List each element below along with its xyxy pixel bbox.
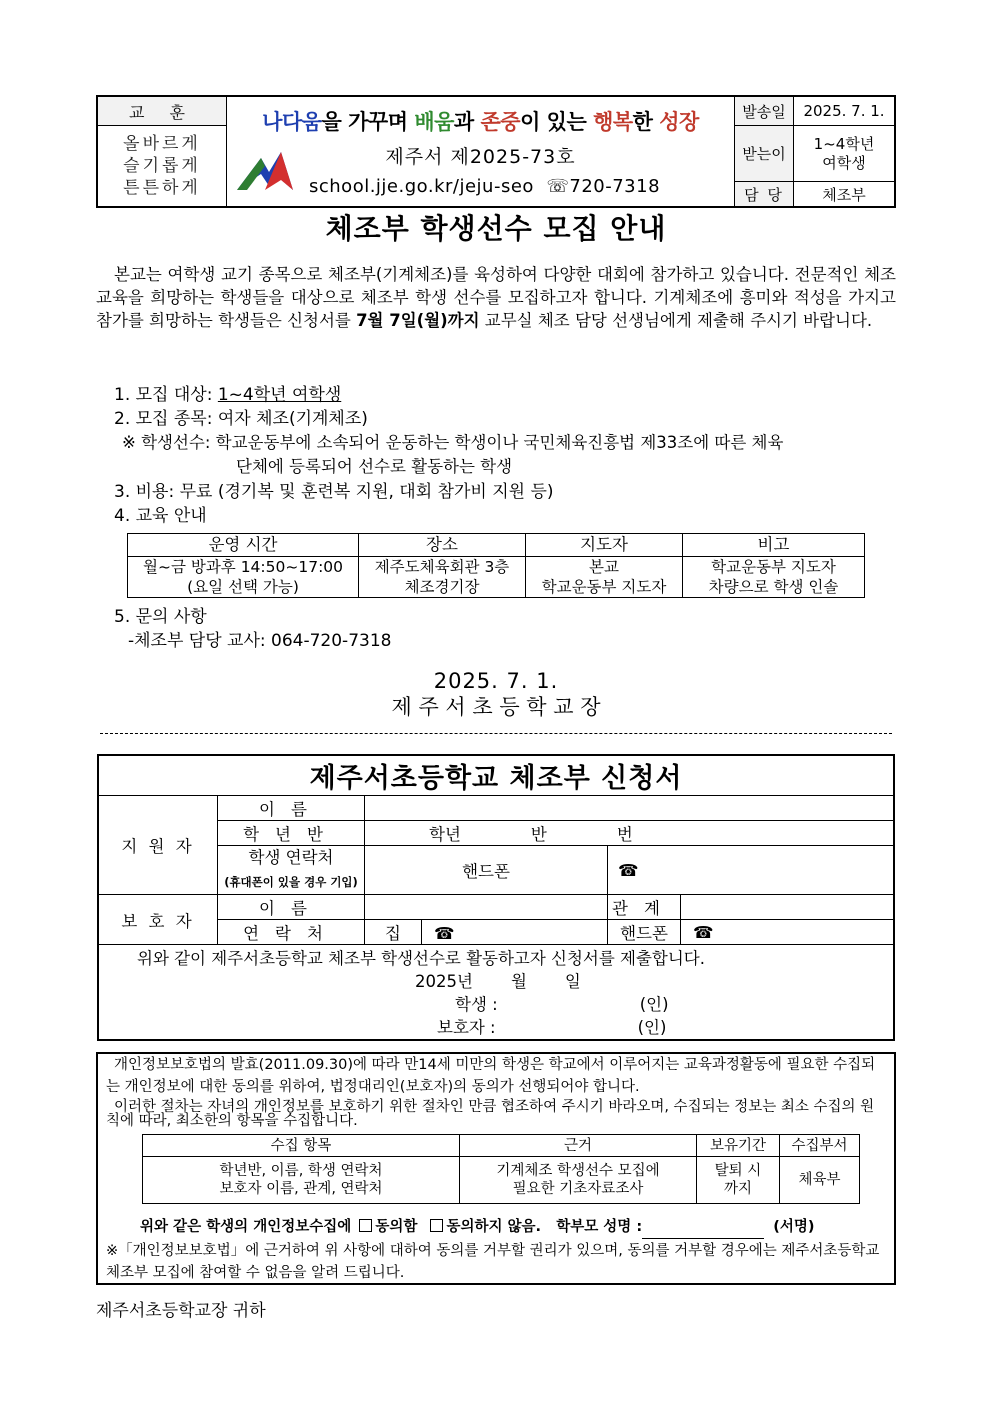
edu-header: 지도자 (526, 534, 683, 557)
privacy-header: 수집부서 (780, 1135, 860, 1157)
privacy-cell-basis: 기계체조 학생선수 모집에 필요한 기초자료조사 (460, 1157, 697, 1204)
edu-header: 운영 시간 (128, 534, 359, 557)
page-title: 체조부 학생선수 모집 안내 (325, 212, 667, 245)
note-student-athlete: ※ 학생선수: 학교운동부에 소속되어 운동하는 학생이나 국민체육진흥법 제33조에 따른 체육 (122, 433, 784, 452)
privacy-header: 보유기간 (697, 1135, 780, 1157)
school-phone: ☏720-7318 (546, 176, 661, 197)
guardian-cellphone-field[interactable] (681, 920, 895, 945)
school-contact (309, 176, 660, 197)
edu-header: 장소 (359, 534, 526, 557)
item-education: 4. 교육 안내 (114, 506, 207, 526)
inquiry-contact: -체조부 담당 교사: 064-720-7318 (128, 631, 392, 651)
student-sign-line[interactable]: 학생 : (인) (455, 995, 669, 1014)
privacy-note: ※「개인정보보호법」에 근거하여 위 사항에 대하여 동의를 거부할 권리가 있으며, 동의를 거부할 경우에는 제주서초등학교 체조부 모집에 참여할 수 없음을 알려 드립니다. (106, 1243, 880, 1281)
motto-lines: 올바르게 슬기롭게 튼튼하게 (97, 126, 227, 208)
item-cost: 3. 비용: 무료 (경기복 및 훈련복 지원, 대회 참가비 지원 등) (114, 482, 554, 502)
principal-signature: 제 주 서 초 등 학 교 장 (391, 695, 601, 719)
applicant-name-label: 이름 (218, 796, 365, 821)
document-number: 제주서 제2025-73호 (385, 146, 576, 168)
school-slogan: 나다움을 가꾸며 배움과 존중이 있는 행복한 성장 (262, 110, 699, 134)
agree-checkbox[interactable] (359, 1219, 372, 1232)
school-website: school.jje.go.kr/jeju-seo (309, 176, 534, 197)
guardian-cellphone-label: 핸드폰 (608, 920, 681, 945)
privacy-cell-retention: 탈퇴 시 까지 (697, 1157, 780, 1204)
guardian-home-phone[interactable]: 집 ☎ (365, 920, 608, 945)
privacy-paragraph-1: 개인정보보호법의 발효(2011.09.30)에 따라 만14세 미만의 학생은 학교에서 이루어지는 교육과정활동에 필요한 수집되는 개인정보에 대한 동의를 위하여, 법정대리인(보호자)의 동의가 선행되어야 합니다. (106, 1057, 876, 1095)
student-cellphone-field[interactable] (608, 846, 895, 895)
consent-line: 위와 같은 학생의 개인정보수집에 동의함 동의하지 않음. 학부모 성명 : (서명) (140, 1216, 815, 1239)
application-form (97, 754, 895, 1041)
disagree-checkbox[interactable] (430, 1219, 443, 1232)
meta-key-charge: 담 당 (735, 182, 794, 208)
cut-line (100, 733, 892, 734)
motto-title: 교 훈 (97, 96, 227, 126)
letterhead (96, 95, 896, 208)
deadline: 7월 7일(월)까지 (356, 311, 480, 330)
parent-name-field[interactable] (642, 1216, 764, 1239)
guardian-relation-label: 관계 (608, 895, 681, 920)
guardian-relation-field[interactable] (681, 895, 895, 920)
edu-cell-place: 제주도체육회관 3층 체조경기장 (359, 557, 526, 598)
phone-icon: ☎ (693, 922, 714, 942)
application-title: 제주서초등학교 체조부 신청서 (98, 755, 894, 796)
letterhead-center (227, 96, 735, 207)
privacy-cell-items: 학년반, 이름, 학생 연락처 보호자 이름, 관계, 연락처 (143, 1157, 460, 1204)
guardian-name-field[interactable] (365, 895, 608, 920)
meta-value-sent: 2025. 7. 1. (794, 96, 896, 126)
item-inquiry: 5. 문의 사항 (114, 607, 207, 627)
item-target: 1. 모집 대상: 1~4학년 여학생 (114, 385, 342, 405)
edu-header: 비고 (683, 534, 865, 557)
student-contact-label: 학생 연락처 (휴대폰이 있을 경우 기입) (218, 846, 365, 895)
meta-key-sent: 발송일 (735, 96, 794, 126)
meta-key-recipient: 받는이 (735, 126, 794, 182)
applicant-name-field[interactable] (365, 796, 895, 821)
privacy-header: 근거 (460, 1135, 697, 1157)
applicant-grade-field[interactable]: 학년 반 번 (365, 821, 895, 846)
student-cellphone-label: 핸드폰 (365, 846, 608, 895)
phone-icon: ☎ (434, 924, 455, 943)
issue-date: 2025. 7. 1. (433, 669, 559, 693)
edu-cell-note: 학교운동부 지도자 차량으로 학생 인솔 (683, 557, 865, 598)
applicant-label: 지 원 자 (98, 796, 218, 895)
footer-addressee: 제주서초등학교장 귀하 (96, 1301, 266, 1321)
guardian-sign-line[interactable]: 보호자 : (인) (437, 1018, 667, 1037)
privacy-table (142, 1134, 860, 1204)
guardian-contact-label: 연락처 (218, 920, 365, 945)
application-declaration: 위와 같이 제주서초등학교 체조부 학생선수로 활동하고자 신청서를 제출합니다. 2025년 월 일 학생 : (인) 보호자 : (인) (98, 945, 894, 1041)
privacy-cell-dept: 체육부 (780, 1157, 860, 1204)
guardian-label: 보 호 자 (98, 895, 218, 945)
applicant-grade-label: 학년반 (218, 821, 365, 846)
education-table (127, 533, 865, 598)
phone-icon: ☎ (618, 860, 639, 880)
intro-paragraph: 본교는 여학생 교기 종목으로 체조부(기계체조)를 육성하여 다양한 대회에 참가하고 있습니다. 전문적인 체조 교육을 희망하는 학생들을 대상으로 체조부 학생 선수를 모집하고자 합니다. 기계체조에 흥미와 적성을 가지고 참가를 희망하는 학생들은 신청서를 7월 7일(월)까지 교무실 체조 담당 선생님에게 제출해 주시기 바랍니다. (96, 265, 896, 330)
meta-value-recipient: 1~4학년 여학생 (794, 126, 896, 182)
guardian-name-label: 이름 (218, 895, 365, 920)
edu-cell-time: 월~금 방과후 14:50~17:00 (요일 선택 가능) (128, 557, 359, 598)
note-student-athlete-cont: 단체에 등록되어 선수로 활동하는 학생 (236, 457, 513, 476)
privacy-header: 수집 항목 (143, 1135, 460, 1157)
privacy-paragraph-2: 이러한 절차는 자녀의 개인정보를 보호하기 위한 절차인 만큼 협조하여 주시기 바라오며, 수집되는 정보는 최소 수집의 원칙에 따라, 최소한의 항목을 수집합니다. (106, 1099, 875, 1129)
meta-value-charge: 체조부 (794, 182, 896, 208)
edu-cell-instructor: 본교 학교운동부 지도자 (526, 557, 683, 598)
item-sport: 2. 모집 종목: 여자 체조(기계체조) (114, 409, 368, 429)
application-date: 2025년 월 일 (415, 972, 581, 991)
